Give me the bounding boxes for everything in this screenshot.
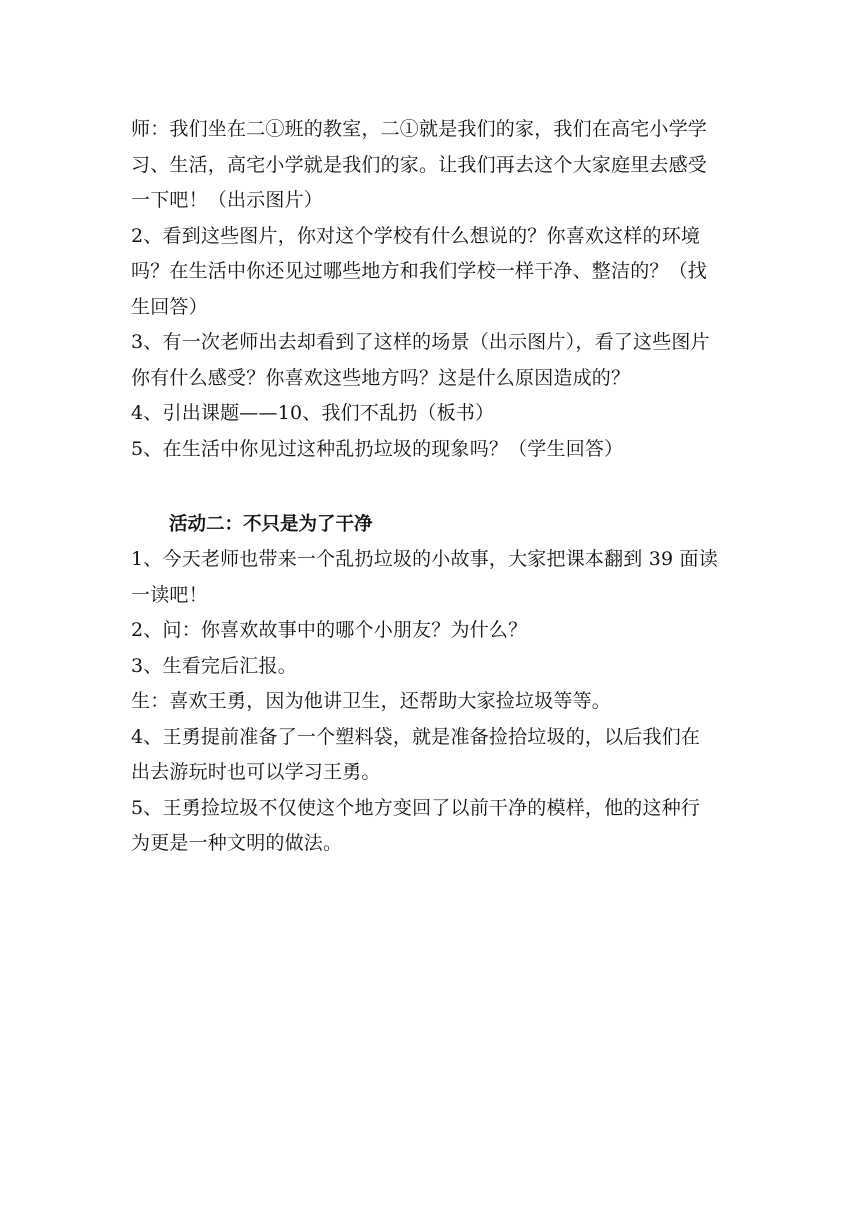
paragraph-activity2-item-3: [131, 649, 731, 685]
text-line: 4、王勇提前准备了一个塑料袋，就是准备捡拾垃圾的，以后我们在: [131, 725, 701, 748]
paragraph-item-4: [131, 396, 731, 432]
section-heading: 活动二：不只是为了干净: [169, 514, 373, 535]
text-line: 2、看到这些图片，你对这个学校有什么想说的？你喜欢这样的环境: [131, 224, 701, 247]
text-line: 你有什么感受？你喜欢这些地方吗？这是什么原因造成的？: [131, 366, 631, 389]
text-line: 一读吧！: [131, 583, 208, 606]
section-spacer: [131, 467, 731, 507]
paragraph-student-answer: [131, 684, 731, 720]
text-line: 2、问：你喜欢故事中的哪个小朋友？为什么？: [131, 619, 528, 641]
text-line: 4、引出课题——10、我们不乱扔（板书）: [131, 402, 495, 424]
paragraph-activity2-item-2: [131, 613, 731, 649]
paragraph-activity2-item-5: [131, 791, 731, 862]
text-line: 生：喜欢王勇，因为他讲卫生，还帮助大家捡垃圾等等。: [131, 690, 612, 712]
paragraph-item-5: [131, 432, 731, 468]
text-line: 3、有一次老师出去却看到了这样的场景（出示图片），看了这些图片: [131, 331, 710, 353]
paragraph-activity2-item-1: [131, 542, 731, 613]
text-line: 1、今天老师也带来一个乱扔垃圾的小故事，大家把课本翻到 39 面读: [131, 548, 718, 570]
paragraph-item-3: [131, 325, 731, 396]
text-line: 出去游玩时也可以学习王勇。: [131, 761, 381, 783]
paragraph-item-2: [131, 219, 731, 326]
text-line: 5、在生活中你见过这种乱扔垃圾的现象吗？（学生回答）: [131, 437, 624, 460]
text-line: 生回答）: [131, 295, 208, 318]
text-line: 一下吧！（出示图片）: [131, 189, 324, 211]
text-line: 习、生活，高宅小学就是我们的家。让我们再去这个大家庭里去感受: [131, 153, 708, 176]
text-line: 3、生看完后汇报。: [131, 654, 297, 677]
document-page: [131, 112, 731, 862]
text-line: 师：我们坐在二①班的教室，二①就是我们的家，我们在高宅小学学: [131, 118, 708, 140]
text-line: 吗？在生活中你还见过哪些地方和我们学校一样干净、整洁的？（找: [131, 260, 708, 282]
paragraph-teacher-intro: [131, 112, 731, 219]
text-line: 为更是一种文明的做法。: [131, 832, 343, 854]
text-line: 5、王勇捡垃圾不仅使这个地方变回了以前干净的模样，他的这种行: [131, 796, 701, 819]
paragraph-activity2-item-4: [131, 720, 731, 791]
